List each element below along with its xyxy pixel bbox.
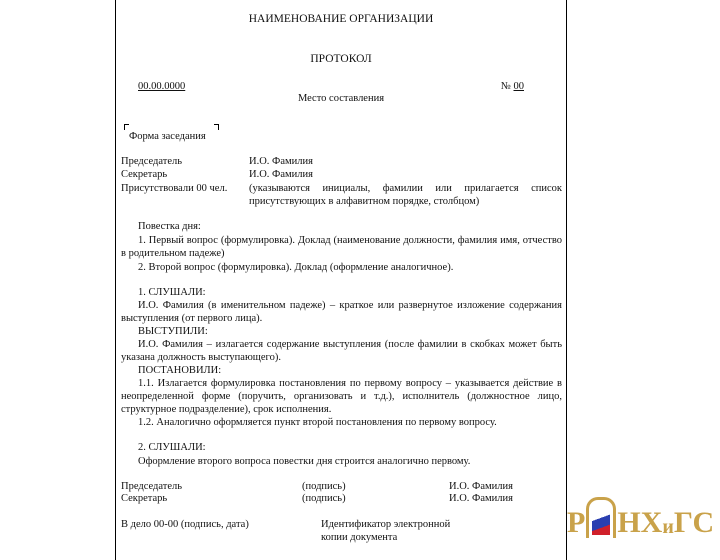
- logo-text-gs: ГС: [673, 506, 715, 539]
- heard-1-heading: 1. СЛУШАЛИ:: [138, 287, 206, 298]
- chair-name: И.О. Фамилия: [249, 156, 313, 167]
- heard-2-text: Оформление второго вопроса повестки дня строится аналогично первому.: [138, 456, 471, 467]
- sign-chair-label: Председатель: [121, 481, 183, 492]
- sign-secretary-name: И.О. Фамилия: [449, 493, 513, 504]
- spoke-text: И.О. Фамилия – излагается содержание выступления (после фамилии в скобках может быть указана должность выступающего).: [121, 339, 562, 363]
- electronic-id-2: копии документа: [321, 532, 398, 543]
- secretary-name: И.О. Фамилия: [249, 169, 313, 180]
- org-name: НАИМЕНОВАНИЕ ОРГАНИЗАЦИИ: [248, 13, 434, 25]
- resolved-item-1: 1.1. Излагается формулировка постановления по первому вопросу – указывается действие в неопределенной форме (поручить, организовать и т.д.), исполнитель (должностное лицо, структурное подразделение), срок исполнения.: [121, 378, 562, 415]
- doc-date: 00.00.0000: [138, 81, 186, 92]
- heard-1-text: И.О. Фамилия (в именительном падеже) – краткое или развернутое изложение содержания выступления (от первого лица).: [121, 300, 562, 324]
- logo-text-r: Р: [567, 506, 586, 539]
- resolved-item-2: 1.2. Аналогично оформляется пункт второй постановления по первому вопросу.: [138, 417, 497, 428]
- chair-label: Председатель: [121, 156, 183, 167]
- doc-title: ПРОТОКОЛ: [310, 53, 372, 65]
- doc-place: Место составления: [297, 93, 385, 104]
- secretary-label: Секретарь: [121, 169, 168, 180]
- logo-text-i: и: [662, 516, 674, 538]
- logo-arch-icon: [586, 497, 616, 538]
- sign-secretary-signature: (подпись): [302, 493, 346, 504]
- present-text: (указываются инициалы, фамилии или прилагается список присутствующих в алфавитном порядке, столбцом): [249, 183, 562, 207]
- russian-flag-icon: [592, 511, 610, 535]
- agenda-item-1: 1. Первый вопрос (формулировка). Доклад (наименование должности, фамилия имя, отчество в родительном падеже): [121, 235, 562, 259]
- document-page: [115, 0, 567, 560]
- agenda-title: Повестка дня:: [138, 221, 201, 232]
- number-prefix: №: [500, 81, 514, 92]
- ranepa-logo: [567, 497, 714, 540]
- file-note: В дело 00-00 (подпись, дата): [121, 519, 249, 530]
- logo-text-nh: НХ: [617, 506, 663, 539]
- meeting-form: Форма заседания: [129, 131, 206, 142]
- agenda-item-2: 2. Второй вопрос (формулировка). Доклад (оформление аналогичное).: [138, 262, 454, 273]
- number-value: 00: [513, 81, 524, 92]
- sign-chair-signature: (подпись): [302, 481, 346, 492]
- sign-chair-name: И.О. Фамилия: [449, 481, 513, 492]
- spoke-heading: ВЫСТУПИЛИ:: [138, 326, 208, 337]
- present-label: Присутствовали 00 чел.: [121, 183, 228, 194]
- electronic-id: Идентификатор электронной: [321, 519, 451, 530]
- heard-2-heading: 2. СЛУШАЛИ:: [138, 442, 206, 453]
- sign-secretary-label: Секретарь: [121, 493, 168, 504]
- resolved-heading: ПОСТАНОВИЛИ:: [138, 365, 222, 376]
